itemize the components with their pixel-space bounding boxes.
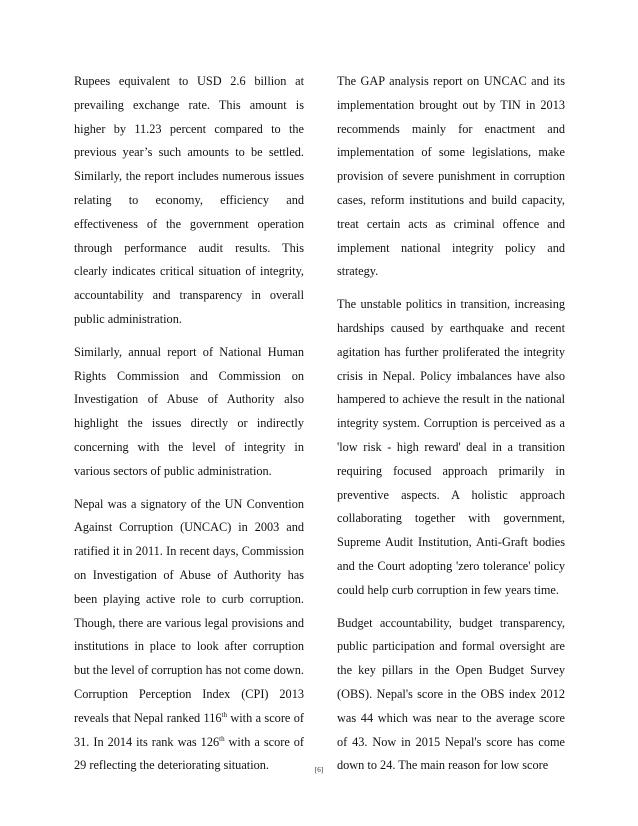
- left-paragraph-3: [74, 493, 304, 779]
- ordinal-suffix-126: th: [219, 734, 225, 743]
- right-paragraph-1: The GAP analysis report on UNCAC and its implementation brought out by TIN in 2013 recommends mainly for enactment and implementation of some legislations, make provision of severe punishment in corruption cases, reform institutions and build capacity, treat certain acts as criminal offence and implement national integrity policy and strategy.: [337, 74, 565, 279]
- left-paragraph-3-part-a: Nepal was a signatory of the UN Convention Against Corruption (UNCAC) in 2003 and ratified it in 2011. In recent days, Commission on Investigation of Abuse of Authority has been playing active role to curb corruption. Though, there are various legal provisions and institutions in place to look after corruption but the level of corruption has not come down. Corruption Perception Index (CPI) 2013 reveals that Nepal ranked 116: [74, 496, 304, 725]
- right-paragraph-2: The unstable politics in transition, increasing hardships caused by earthquake and recent agitation has further proliferated the integrity crisis in Nepal. Policy imbalances have also hampered to achieve the result in the national integrity system. Corruption is perceived as a 'low risk - high reward' deal in a transition requiring focused approach primarily in preventive aspects. A holistic approach collaborating together with government, Supreme Audit Institution, Anti-Graft bodies and the Court adopting 'zero tolerance' policy could help curb corruption in few years time.: [337, 297, 565, 597]
- left-paragraph-1: Rupees equivalent to USD 2.6 billion at prevailing exchange rate. This amount is higher by 11.23 percent compared to the previous year’s such amounts to be settled. Similarly, the report includes numerous issues relating to economy, efficiency and effectiveness of the government operation through performance audit results. This clearly indicates critical situation of integrity, accountability and transparency in overall public administration.: [74, 74, 304, 326]
- ordinal-suffix-116: th: [221, 710, 227, 719]
- left-column: [74, 70, 304, 787]
- page-number: [6]: [314, 766, 324, 774]
- left-paragraph-2: Similarly, annual report of National Human Rights Commission and Commission on Investigation of Abuse of Authority also highlight the issues directly or indirectly concerning with the level of integrity in various sectors of public administration.: [74, 344, 304, 478]
- right-column: [337, 70, 565, 787]
- right-paragraph-3: Budget accountability, budget transparency, public participation and formal oversight are the key pillars in the Open Budget Survey (OBS). Nepal's score in the OBS index 2012 was 44 which was near to the average score of 43. Now in 2015 Nepal's score has come down to 24. The main reason for low score: [337, 615, 565, 773]
- left-paragraph-3-part-b: with a score of 31. In 2014 its rank was 126: [74, 710, 304, 749]
- left-paragraph-3-part-c: with a score of 29 reflecting the deteriorating situation.: [74, 734, 304, 773]
